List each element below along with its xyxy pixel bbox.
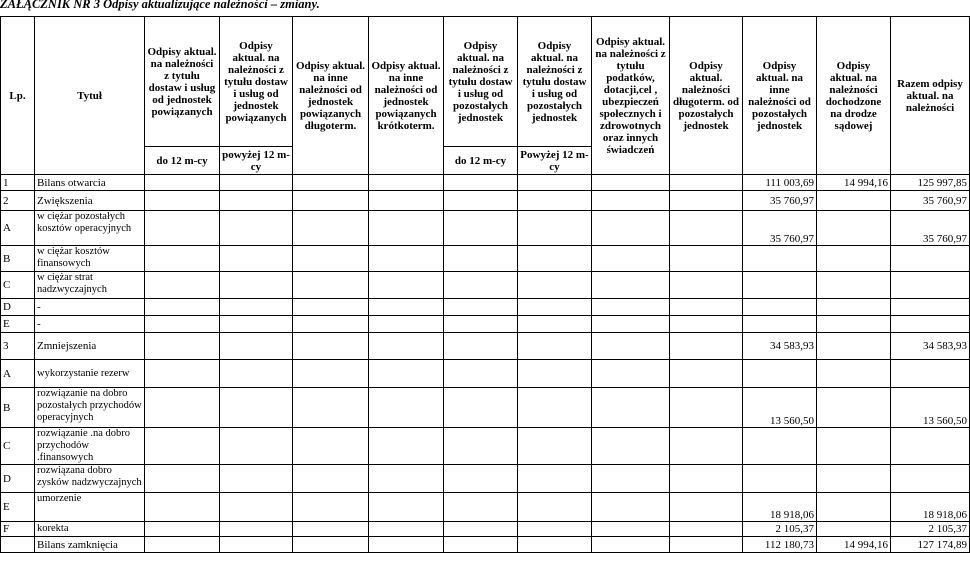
value-cell: 35 760,97 bbox=[891, 211, 970, 246]
row-label: rozwiązanie .na dobro przychodów .finansowych bbox=[35, 428, 145, 465]
header-col1: Odpisy aktual. na należności z tytułu dostaw i usług od jednostek powiązanych bbox=[145, 17, 220, 147]
row-label: korekta bbox=[35, 522, 145, 537]
table-row bbox=[1, 272, 970, 299]
row-lp: E bbox=[1, 316, 35, 333]
table-row bbox=[1, 175, 970, 191]
row-label: Bilans otwarcia bbox=[35, 175, 145, 191]
row-lp: C bbox=[1, 272, 35, 299]
table-row bbox=[1, 493, 970, 522]
table-row bbox=[1, 360, 970, 388]
value-cell: 2 105,37 bbox=[891, 522, 970, 537]
value-cell: 35 760,97 bbox=[743, 191, 817, 211]
table-row bbox=[1, 522, 970, 537]
table-row bbox=[1, 299, 970, 316]
value-cell: 112 180,73 bbox=[743, 537, 817, 553]
table-row bbox=[1, 211, 970, 246]
table-row bbox=[1, 316, 970, 333]
header-col9: Odpisy aktual. na inne należności od pozostałych jednostek bbox=[743, 17, 817, 175]
value-cell: 35 760,97 bbox=[743, 211, 817, 246]
header-sub1: do 12 m-cy bbox=[145, 147, 220, 175]
value-cell: 13 560,50 bbox=[743, 388, 817, 428]
header-tytul: Tytuł bbox=[35, 17, 145, 175]
row-label: w ciężar pozostałych kosztów operacyjnych bbox=[35, 211, 145, 246]
header-col5: Odpisy aktual. na należności z tytułu dostaw i usług od pozostałych jednostek bbox=[444, 17, 518, 147]
table-row bbox=[1, 333, 970, 360]
table-row bbox=[1, 537, 970, 553]
row-lp: E bbox=[1, 493, 35, 522]
table-row bbox=[1, 465, 970, 493]
value-cell: 34 583,93 bbox=[891, 333, 970, 360]
header-col4: Odpisy aktual. na inne należności od jednostek powiązanych krótkoterm. bbox=[369, 17, 444, 175]
header-col11: Razem odpisy aktual. na należności bbox=[891, 17, 970, 175]
page-title: ZAŁĄCZNIK NR 3 Odpisy aktualizujące należności – zmiany. bbox=[0, 0, 320, 11]
header-sub2: powyżej 12 m-cy bbox=[220, 147, 293, 175]
header-sub6: Powyżej 12 m-cy bbox=[518, 147, 592, 175]
value-cell: 18 918,06 bbox=[743, 493, 817, 522]
row-lp: 3 bbox=[1, 333, 35, 360]
header-col8: Odpisy aktual. należności długoterm. od pozostałych jednostek bbox=[670, 17, 743, 175]
table-row bbox=[1, 246, 970, 272]
header-col2: Odpisy aktual. na należności z tytułu dostaw i usług od jednostek powiązanych bbox=[220, 17, 293, 147]
value-cell: 2 105,37 bbox=[743, 522, 817, 537]
row-lp: A bbox=[1, 360, 35, 388]
row-label: - bbox=[35, 299, 145, 316]
row-lp: F bbox=[1, 522, 35, 537]
row-lp: 2 bbox=[1, 191, 35, 211]
row-lp: D bbox=[1, 299, 35, 316]
row-label: w ciężar strat nadzwyczajnych bbox=[35, 272, 145, 299]
row-label: rozwiązanie na dobro pozostałych przychodów operacyjnych bbox=[35, 388, 145, 428]
row-label: Bilans zamknięcia bbox=[35, 537, 145, 553]
row-label: w ciężar kosztów finansowych bbox=[35, 246, 145, 272]
value-cell: 18 918,06 bbox=[891, 493, 970, 522]
table-row bbox=[1, 388, 970, 428]
table-row bbox=[1, 191, 970, 211]
value-cell: 127 174,89 bbox=[891, 537, 970, 553]
value-cell: 13 560,50 bbox=[891, 388, 970, 428]
value-cell: 14 994,16 bbox=[817, 175, 891, 191]
header-col6: Odpisy aktual. na należności z tytułu dostaw i usług od pozostałych jednostek bbox=[518, 17, 592, 147]
value-cell: 111 003,69 bbox=[743, 175, 817, 191]
row-label: wykorzystanie rezerw bbox=[35, 360, 145, 388]
row-lp: A bbox=[1, 211, 35, 246]
header-col10: Odpisy aktual. na należności dochodzone na drodze sądowej bbox=[817, 17, 891, 175]
row-lp: 1 bbox=[1, 175, 35, 191]
row-label: rozwiązana dobro zysków nadzwyczajnych bbox=[35, 465, 145, 493]
header-lp: Lp. bbox=[1, 17, 35, 175]
row-label: Zwiększenia bbox=[35, 191, 145, 211]
row-lp: B bbox=[1, 388, 35, 428]
table-row bbox=[1, 428, 970, 465]
value-cell: 34 583,93 bbox=[743, 333, 817, 360]
value-cell: 14 994,16 bbox=[817, 537, 891, 553]
value-cell: 125 997,85 bbox=[891, 175, 970, 191]
odpisy-table bbox=[0, 16, 970, 553]
row-label: umorzenie bbox=[35, 493, 145, 522]
header-sub5: do 12 m-cy bbox=[444, 147, 518, 175]
header-col7: Odpisy aktual. na należności z tytułu podatków, dotacji,cel , ubezpieczeń społecznych i zdrowotnych oraz innych świadczeń bbox=[592, 17, 670, 175]
header-col3: Odpisy aktual. na inne należności od jednostek powiązanych długoterm. bbox=[293, 17, 369, 175]
row-label: - bbox=[35, 316, 145, 333]
row-label: Zmniejszenia bbox=[35, 333, 145, 360]
row-lp: C bbox=[1, 428, 35, 465]
value-cell: 35 760,97 bbox=[891, 191, 970, 211]
row-lp: D bbox=[1, 465, 35, 493]
row-lp: B bbox=[1, 246, 35, 272]
